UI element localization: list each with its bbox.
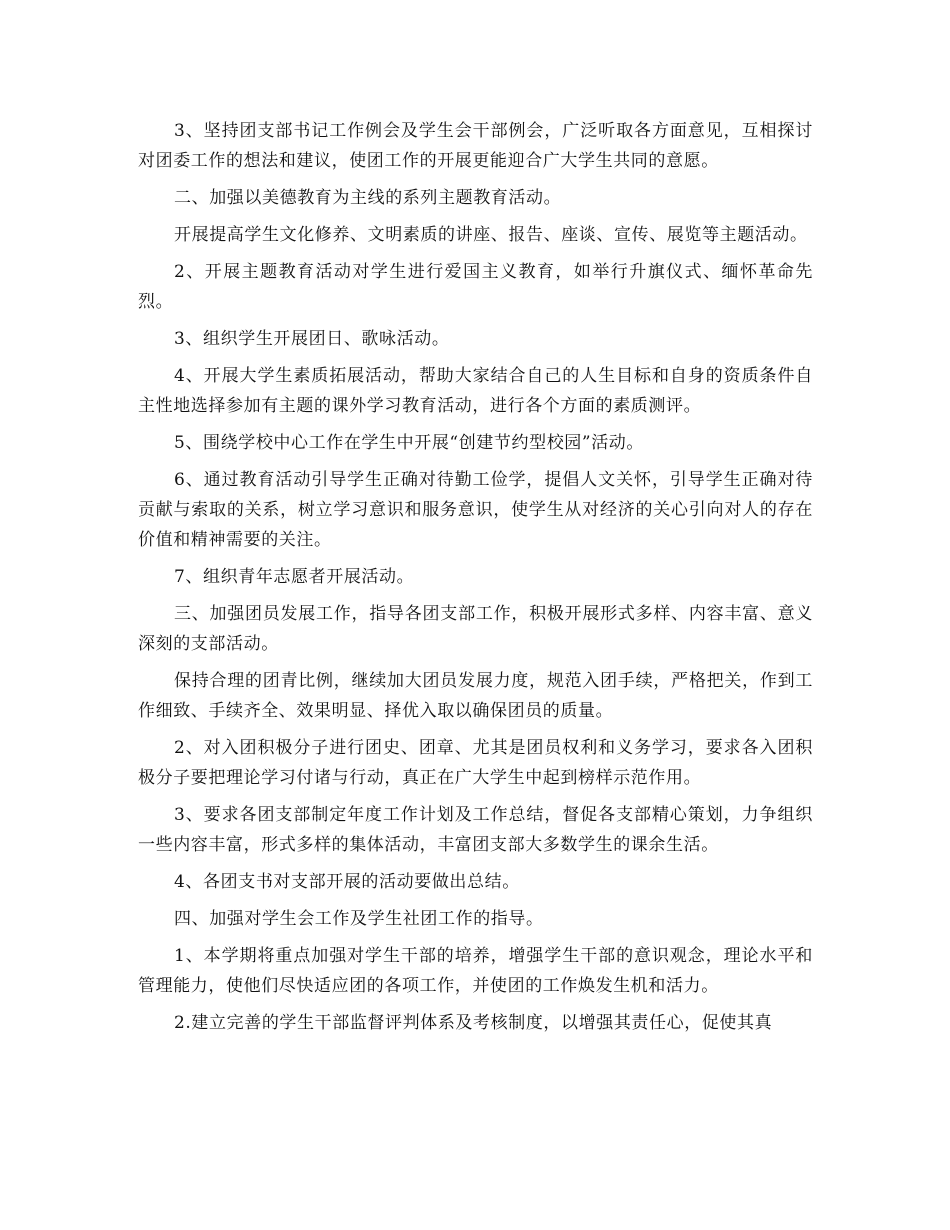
- paragraph-1: 3、坚持团支部书记工作例会及学生会干部例会，广泛听取各方面意见，互相探讨对团委工作的想法和建议，使团工作的开展更能迎合广大学生共同的意愿。: [138, 121, 813, 171]
- paragraph-2: 二、加强以美德教育为主线的系列主题教育活动。: [174, 188, 562, 208]
- paragraph-12: 2、对入团积极分子进行团史、团章、尤其是团员权利和义务学习，要求各入团积极分子要把理论学习付诸与行动，真正在广大学生中起到榜样示范作用。: [138, 738, 813, 788]
- paragraph-15: 四、加强对学生会工作及学生社团工作的指导。: [174, 909, 544, 929]
- paragraph-9: 7、组织青年志愿者开展活动。: [174, 567, 415, 587]
- paragraph-11: 保持合理的团青比例，继续加大团员发展力度，规范入团手续，严格把关，作到工作细致、手续齐全、效果明显、择优入取以确保团员的质量。: [138, 671, 813, 721]
- paragraph-3: 开展提高学生文化修养、文明素质的讲座、报告、座谈、宣传、展览等主题活动。: [174, 225, 808, 245]
- paragraph-13: 3、要求各团支部制定年度工作计划及工作总结，督促各支部精心策划，力争组织一些内容丰富，形式多样的集体活动，丰富团支部大多数学生的课余生活。: [138, 805, 813, 855]
- paragraph-10: 三、加强团员发展工作，指导各团支部工作，积极开展形式多样、内容丰富、意义深刻的支部活动。: [138, 604, 813, 654]
- paragraph-8: 6、通过教育活动引导学生正确对待勤工俭学，提倡人文关怀，引导学生正确对待贡献与索取的关系，树立学习意识和服务意识，使学生从对经济的关心引向对人的存在价值和精神需要的关注。: [138, 470, 813, 550]
- paragraph-5: 3、组织学生开展团日、歌咏活动。: [174, 329, 450, 349]
- paragraph-7: 5、围绕学校中心工作在学生中开展“创建节约型校园”活动。: [174, 433, 644, 453]
- document-body: [138, 116, 813, 1045]
- paragraph-4: 2、开展主题教育活动对学生进行爱国主义教育，如举行升旗仪式、缅怀革命先烈。: [138, 262, 813, 312]
- paragraph-16: 1、本学期将重点加强对学生干部的培养，增强学生干部的意识观念，理论水平和管理能力，使他们尽快适应团的各项工作，并使团的工作焕发生机和活力。: [138, 946, 813, 996]
- paragraph-17: 2.建立完善的学生干部监督评判体系及考核制度，以增强其责任心，促使其真: [174, 1013, 773, 1033]
- paragraph-14: 4、各团支书对支部开展的活动要做出总结。: [174, 872, 520, 892]
- paragraph-6: 4、开展大学生素质拓展活动，帮助大家结合自己的人生目标和自身的资质条件自主性地选择参加有主题的课外学习教育活动，进行各个方面的素质测评。: [138, 366, 813, 416]
